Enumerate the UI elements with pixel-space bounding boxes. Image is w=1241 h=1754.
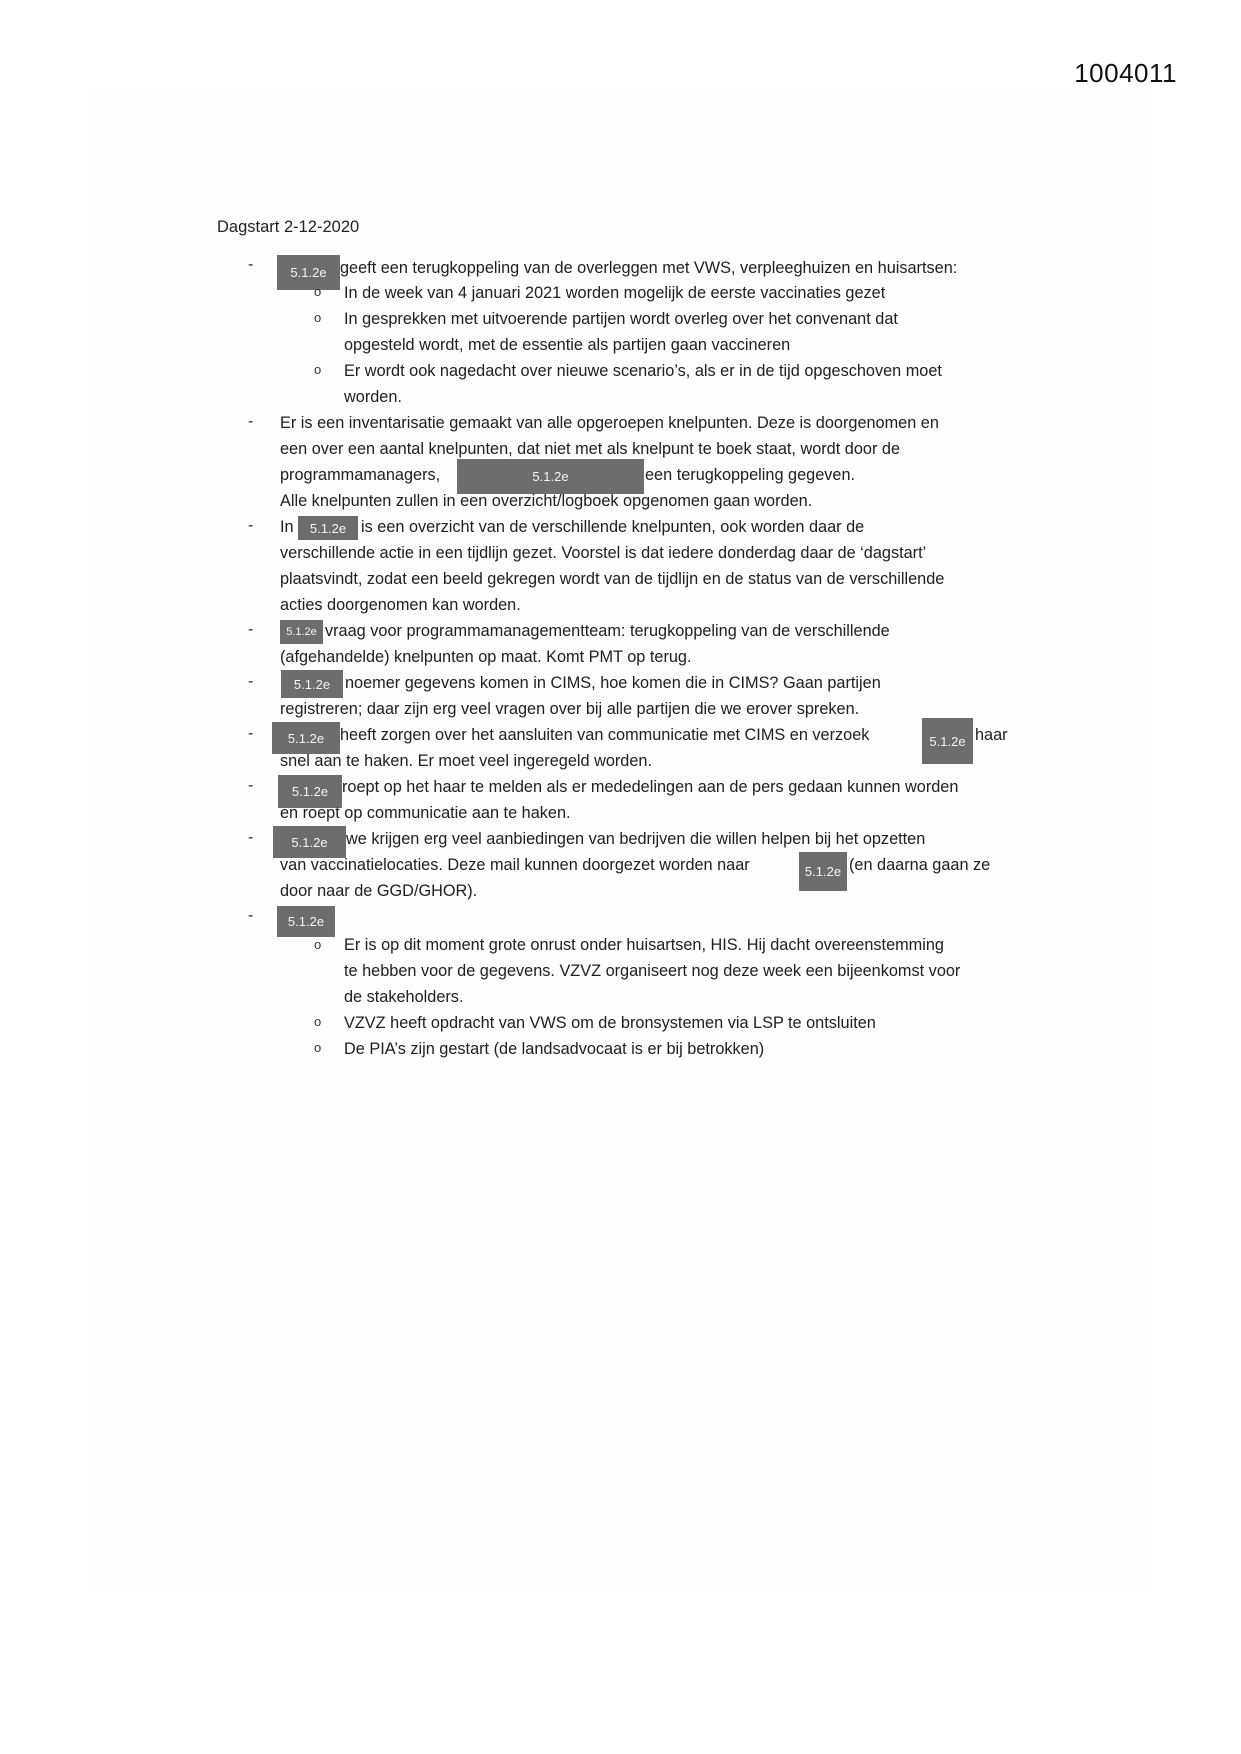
list-item-text: een over een aantal knelpunten, dat niet met als knelpunt te boek staat, wordt door de bbox=[280, 440, 901, 458]
list-bullet: - bbox=[248, 256, 254, 273]
list-bullet: - bbox=[248, 907, 254, 924]
list-item-text: door naar de GGD/GHOR). bbox=[280, 882, 478, 900]
list-item-text: en roept op communicatie aan te haken. bbox=[280, 804, 571, 822]
list-item-text: In bbox=[280, 518, 294, 536]
list-item-text: vraag voor programmamanagementteam: terugkoppeling van de verschillende bbox=[325, 622, 890, 640]
redaction-box: 5.1.2e bbox=[298, 516, 358, 540]
redaction-box: 5.1.2e bbox=[273, 826, 346, 858]
sub-bullet: o bbox=[314, 310, 322, 325]
list-item-text: is een overzicht van de verschillende knelpunten, ook worden daar de bbox=[361, 518, 865, 536]
list-item-text: verschillende actie in een tijdlijn gezet. Voorstel is dat iedere donderdag daar de ‘dagstart’ bbox=[280, 544, 927, 562]
sub-item-text: In gesprekken met uitvoerende partijen wordt overleg over het convenant dat bbox=[344, 310, 898, 328]
list-item-text: plaatsvindt, zodat een beeld gekregen wordt van de tijdlijn en de status van de verschillende bbox=[280, 570, 945, 588]
list-bullet: - bbox=[248, 829, 254, 846]
redaction-box: 5.1.2e bbox=[272, 722, 340, 754]
list-bullet: - bbox=[248, 413, 254, 430]
list-bullet: - bbox=[248, 777, 254, 794]
sub-bullet: o bbox=[314, 284, 322, 299]
sub-bullet: o bbox=[314, 362, 322, 377]
list-bullet: - bbox=[248, 725, 254, 742]
list-bullet: - bbox=[248, 621, 254, 638]
sub-item-text: In de week van 4 januari 2021 worden mogelijk de eerste vaccinaties gezet bbox=[344, 284, 886, 302]
list-item-text: acties doorgenomen kan worden. bbox=[280, 596, 521, 614]
list-item-text: (afgehandelde) knelpunten op maat. Komt PMT op terug. bbox=[280, 648, 692, 666]
redaction-box: 5.1.2e bbox=[457, 459, 644, 494]
sub-item-text: opgesteld wordt, met de essentie als partijen gaan vaccineren bbox=[344, 336, 791, 354]
list-item-text: van vaccinatielocaties. Deze mail kunnen doorgezet worden naar bbox=[280, 856, 750, 874]
list-item-text: geeft een terugkoppeling van de overleggen met VWS, verpleeghuizen en huisartsen: bbox=[340, 259, 958, 277]
redaction-box: 5.1.2e bbox=[799, 852, 847, 891]
list-item-text: roept op het haar te melden als er mededelingen aan de pers gedaan kunnen worden bbox=[342, 778, 959, 796]
document-id: 1004011 bbox=[1074, 58, 1177, 88]
list-bullet: - bbox=[248, 673, 254, 690]
sub-item-text: De PIA’s zijn gestart (de landsadvocaat is er bij betrokken) bbox=[344, 1040, 765, 1058]
redaction-box: 5.1.2e bbox=[278, 775, 342, 808]
sub-item-text: Er is op dit moment grote onrust onder huisartsen, HIS. Hij dacht overeenstemming bbox=[344, 936, 944, 954]
list-item-text: programmamanagers, bbox=[280, 466, 441, 484]
redaction-box: 5.1.2e bbox=[922, 718, 973, 764]
list-item-text: snel aan te haken. Er moet veel ingeregeld worden. bbox=[280, 752, 652, 770]
list-item-text: heeft zorgen over het aansluiten van communicatie met CIMS en verzoek bbox=[340, 726, 870, 744]
sub-item-text: Er wordt ook nagedacht over nieuwe scenario’s, als er in de tijd opgeschoven moet bbox=[344, 362, 942, 380]
list-bullet: - bbox=[248, 517, 254, 534]
list-item-text: we krijgen erg veel aanbiedingen van bedrijven die willen helpen bij het opzetten bbox=[346, 830, 926, 848]
redaction-box: 5.1.2e bbox=[277, 255, 340, 290]
page-title: Dagstart 2-12-2020 bbox=[217, 218, 360, 236]
sub-bullet: o bbox=[314, 1014, 322, 1029]
list-item-text: noemer gegevens komen in CIMS, hoe komen die in CIMS? Gaan partijen bbox=[345, 674, 881, 692]
list-item-text: registreren; daar zijn erg veel vragen over bij alle partijen die we erover spreken. bbox=[280, 700, 860, 718]
redaction-box: 5.1.2e bbox=[281, 670, 343, 698]
list-item-text: haar bbox=[975, 726, 1008, 744]
list-item-text: Alle knelpunten zullen in een overzicht/logboek opgenomen gaan worden. bbox=[280, 492, 813, 510]
sub-item-text: te hebben voor de gegevens. VZVZ organiseert nog deze week een bijeenkomst voor bbox=[344, 962, 961, 980]
sub-bullet: o bbox=[314, 1040, 322, 1055]
sub-bullet: o bbox=[314, 937, 322, 952]
sub-item-text: worden. bbox=[344, 388, 402, 406]
redaction-box: 5.1.2e bbox=[280, 620, 323, 644]
redaction-box: 5.1.2e bbox=[277, 906, 335, 937]
list-item-text: (en daarna gaan ze bbox=[849, 856, 991, 874]
sub-item-text: de stakeholders. bbox=[344, 988, 464, 1006]
list-item-text: een terugkoppeling gegeven. bbox=[645, 466, 856, 484]
list-item-text: Er is een inventarisatie gemaakt van alle opgeroepen knelpunten. Deze is doorgenomen en bbox=[280, 414, 939, 432]
sub-item-text: VZVZ heeft opdracht van VWS om de bronsystemen via LSP te ontsluiten bbox=[344, 1014, 876, 1032]
